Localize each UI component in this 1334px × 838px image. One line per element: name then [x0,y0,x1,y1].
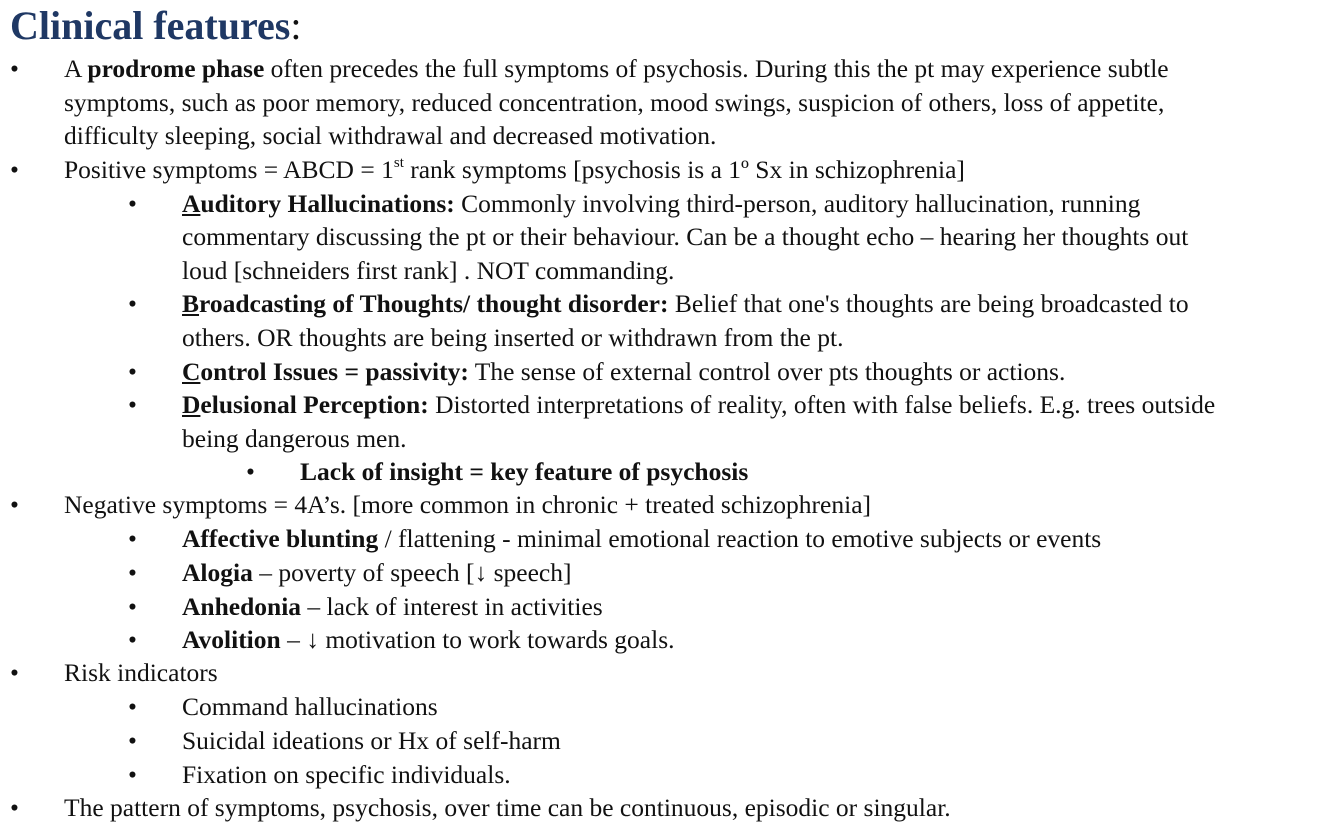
bullet-marker: • [128,558,137,587]
text: The sense of external control over pts thoughts or actions. [468,357,1066,386]
text: – ↓ motivation to work towards goals. [280,625,675,654]
bullet-marker: • [128,524,137,553]
title-colon: : [290,3,302,48]
insight-line [300,455,748,489]
text: A [64,54,88,83]
bullet-marker: • [10,54,19,83]
broadcasting-term [182,289,669,318]
text: Distorted interpretations of reality, often with false beliefs. E.g. trees outside [428,390,1216,419]
insight-text: Lack of insight = key feature of psychosis [300,457,749,486]
prodrome-line-2: symptoms, such as poor memory, reduced concentration, mood swings, suspicion of others, loss of appetite, [64,88,1165,117]
affective-term: Affective blunting [182,524,379,553]
alogia-line [182,556,571,590]
text: – poverty of speech [↓ speech] [252,558,572,587]
bullet-marker: • [128,357,137,386]
text: ontrol Issues = passivity: [200,357,469,386]
prodrome-term: prodrome phase [87,54,265,83]
text: often precedes the full symptoms of psychosis. During this the pt may experience subtle [264,54,1169,83]
page-title [10,2,301,50]
bullet-marker: • [128,592,137,621]
title-text: Clinical features [10,3,291,48]
anhedonia-term: Anhedonia [182,592,302,621]
bullet-marker: • [128,726,137,755]
prodrome-line-1 [64,52,1169,86]
text: Positive symptoms = ABCD = 1 [64,155,394,184]
auditory-term [182,189,455,218]
bullet-marker: • [246,457,255,486]
text: uditory Hallucinations: [200,189,455,218]
text: Commonly involving third-person, auditory hallucination, running [454,189,1141,218]
bullet-marker: • [128,390,137,419]
initial-letter: C [182,357,201,386]
delusional-line-1 [182,388,1215,422]
broadcasting-line-1 [182,287,1189,321]
auditory-line-2: commentary discussing the pt or their behaviour. Can be a thought echo – hearing her thoughts out [182,222,1189,251]
text: – lack of interest in activities [301,592,603,621]
bullet-marker: • [128,625,137,654]
risk-item: Command hallucinations [182,692,438,721]
text: rank symptoms [psychosis is a 1º Sx in schizophrenia] [403,155,965,184]
control-term [182,357,469,386]
auditory-line-1 [182,187,1140,221]
positive-symptoms-heading [64,153,965,187]
initial-letter: D [182,390,201,419]
bullet-marker: • [10,155,19,184]
bullet-marker: • [128,189,137,218]
text: / flattening - minimal emotional reaction to emotive subjects or events [378,524,1102,553]
initial-letter: A [182,189,201,218]
bullet-marker: • [10,793,19,822]
initial-letter: B [182,289,200,318]
superscript: st [393,154,404,171]
text: Belief that one's thoughts are being broadcasted to [668,289,1189,318]
bullet-marker: • [128,289,137,318]
broadcasting-line-2: others. OR thoughts are being inserted or withdrawn from the pt. [182,323,844,352]
prodrome-line-3: difficulty sleeping, social withdrawal and decreased motivation. [64,121,717,150]
text: roadcasting of Thoughts/ thought disorder: [199,289,669,318]
bullet-marker: • [10,490,19,519]
affective-line [182,522,1101,556]
risk-heading: Risk indicators [64,658,218,687]
bullet-marker: • [128,760,137,789]
pattern-line: The pattern of symptoms, psychosis, over time can be continuous, episodic or singular. [64,793,951,822]
alogia-term: Alogia [182,558,253,587]
avolition-line [182,623,675,657]
text: elusional Perception: [200,390,429,419]
risk-item: Suicidal ideations or Hx of self-harm [182,726,561,755]
negative-symptoms-heading: Negative symptoms = 4A’s. [more common in chronic + treated schizophrenia] [64,490,872,519]
avolition-term: Avolition [182,625,281,654]
anhedonia-line [182,590,603,624]
risk-item: Fixation on specific individuals. [182,760,511,789]
bullet-marker: • [128,692,137,721]
auditory-line-3: loud [schneiders first rank] . NOT commanding. [182,256,675,285]
delusional-line-2: being dangerous men. [182,424,407,453]
delusional-term [182,390,429,419]
control-line-1 [182,355,1065,389]
bullet-marker: • [10,658,19,687]
